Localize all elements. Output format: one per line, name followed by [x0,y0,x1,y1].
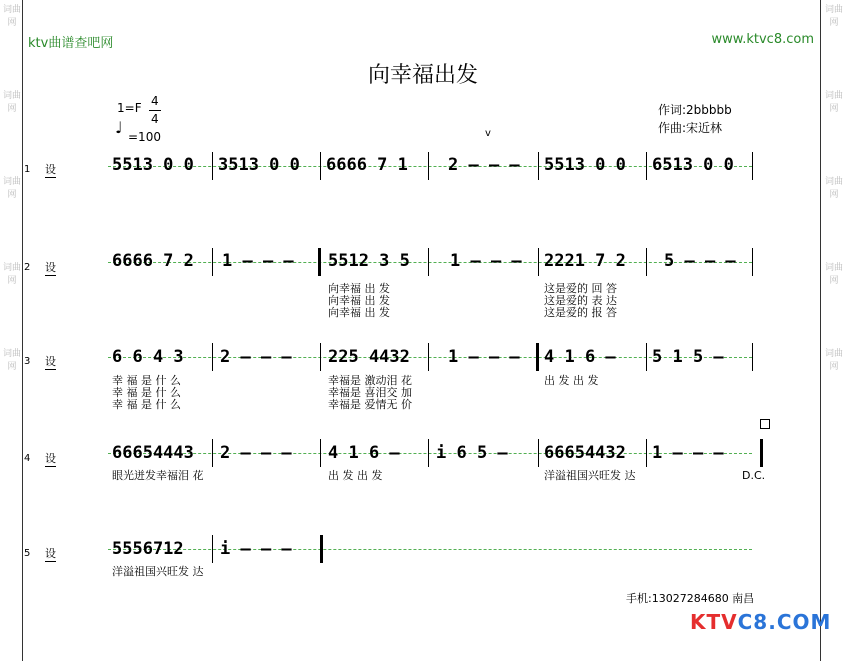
lyric-line: 出 发 出 发 [544,374,599,387]
row-number: 3 [24,356,31,367]
measure: 1 — — — [652,443,724,463]
measure: 225 4432 [328,347,410,367]
lyric-line: 出 发 出 发 [328,469,383,482]
lyric-line: 这是爱的 回 答 [544,282,617,295]
bar-line [752,343,753,371]
right-frame-line [820,0,821,661]
row-number: 2 [24,262,31,273]
bar-line [428,439,429,467]
da-capo: D.C. [742,469,766,482]
bar-line [428,343,429,371]
row-mark: 设 [45,355,56,368]
measure: 4 1 6 — [328,443,400,463]
measure: 2221 7 2 [544,251,626,271]
time-sig-top: 4 [151,94,159,108]
tempo: =100 [128,130,161,144]
measure: 4 1 6 — [544,347,616,367]
lyric-line: 这是爱的 表 达 [544,294,617,307]
site-name-left: ktv曲谱查吧网 [28,36,114,51]
measure: 6666 7 2 [112,251,194,271]
measure: 5556712 [112,539,184,559]
measure: 5513 0 0 [112,155,194,175]
left-frame-line [22,0,23,661]
row-mark: 设 [45,547,56,560]
segno-box [760,419,770,429]
time-sig-bottom: 4 [151,112,159,126]
composer: 作曲:宋近林 [658,121,723,135]
key-signature: 1=F [117,101,142,115]
bar-line [752,152,753,180]
song-title: 向幸福出发 [367,63,478,88]
bar-line [646,439,647,467]
lyric-line: 幸福是 喜泪交 加 [328,386,412,399]
repeat-start [318,248,321,276]
measure: 1 — — — [448,347,520,367]
bar-line [320,152,321,180]
measure: 5513 0 0 [544,155,626,175]
lyric-line: 幸 福 是 什 么 [112,398,181,411]
bar-line [320,439,321,467]
bar-line [428,248,429,276]
measure: 5 — — — [664,251,736,271]
lyric-line: 眼光迸发幸福泪 花 [112,469,204,482]
lyric-line: 这是爱的 报 答 [544,306,617,319]
measure: 5 1 5 — [652,347,724,367]
lyric-line: 向幸福 出 发 [328,282,390,295]
lyric-line: 幸 福 是 什 么 [112,386,181,399]
lyric-line: 洋溢祖国兴旺发 达 [544,469,636,482]
bar-line [538,152,539,180]
staff-line [108,549,752,550]
lyricist: 作词:2bbbbb [658,103,732,117]
measure: i — — — [220,539,292,559]
bar-line [646,343,647,371]
row-mark: 设 [45,163,56,176]
measure: 1 — — — [222,251,294,271]
bar-line [752,248,753,276]
bar-line [212,248,213,276]
lyric-line: 洋溢祖国兴旺发 达 [112,565,204,578]
row-mark: 设 [45,261,56,274]
left-watermark: 词曲网 词曲网 词曲网 词曲网 词曲网 [2,5,21,372]
bar-line [646,152,647,180]
contact-phone: 手机:13027284680 南昌 [626,592,755,605]
row-number: 4 [24,453,31,464]
bar-line [538,248,539,276]
measure: 6 6 4 3 [112,347,184,367]
bar-line [212,535,213,563]
measure: 5512 3 5 [328,251,410,271]
measure: 2 — — — [220,347,292,367]
bar-line [212,343,213,371]
bar-line [646,248,647,276]
lyric-line: 幸 福 是 什 么 [112,374,181,387]
lyric-line: 向幸福 出 发 [328,306,390,319]
final-bar [760,439,763,467]
bar-line [538,439,539,467]
repeat-end [536,343,539,371]
lyric-line: 幸福是 爱情无 价 [328,398,412,411]
measure: 6513 0 0 [652,155,734,175]
breath-mark: v [485,128,491,139]
measure: 66654443 [112,443,194,463]
measure: 66654432 [544,443,626,463]
row-number: 5 [24,548,31,559]
row-number: 1 [24,164,31,175]
staff-line [108,262,752,263]
measure: 1 — — — [450,251,522,271]
lyric-line: 幸福是 激动泪 花 [328,374,412,387]
measure: 6666 7 1 [326,155,408,175]
measure: i 6 5 — [436,443,508,463]
bar-line [212,152,213,180]
time-sig-line [149,110,161,111]
quarter-note-icon: ♩ [115,118,123,137]
right-watermark: 词曲网 词曲网 词曲网 词曲网 词曲网 [824,5,843,372]
bar-line [428,152,429,180]
bar-line [212,439,213,467]
lyric-line: 向幸福 出 发 [328,294,390,307]
measure: 2 — — — [220,443,292,463]
site-url-right: www.ktvc8.com [711,32,814,47]
measure: 2 — — — [448,155,520,175]
row-mark: 设 [45,452,56,465]
measure: 3513 0 0 [218,155,300,175]
site-logo: KTVC8.COM [690,610,832,634]
end-bar [320,535,323,563]
bar-line [320,343,321,371]
